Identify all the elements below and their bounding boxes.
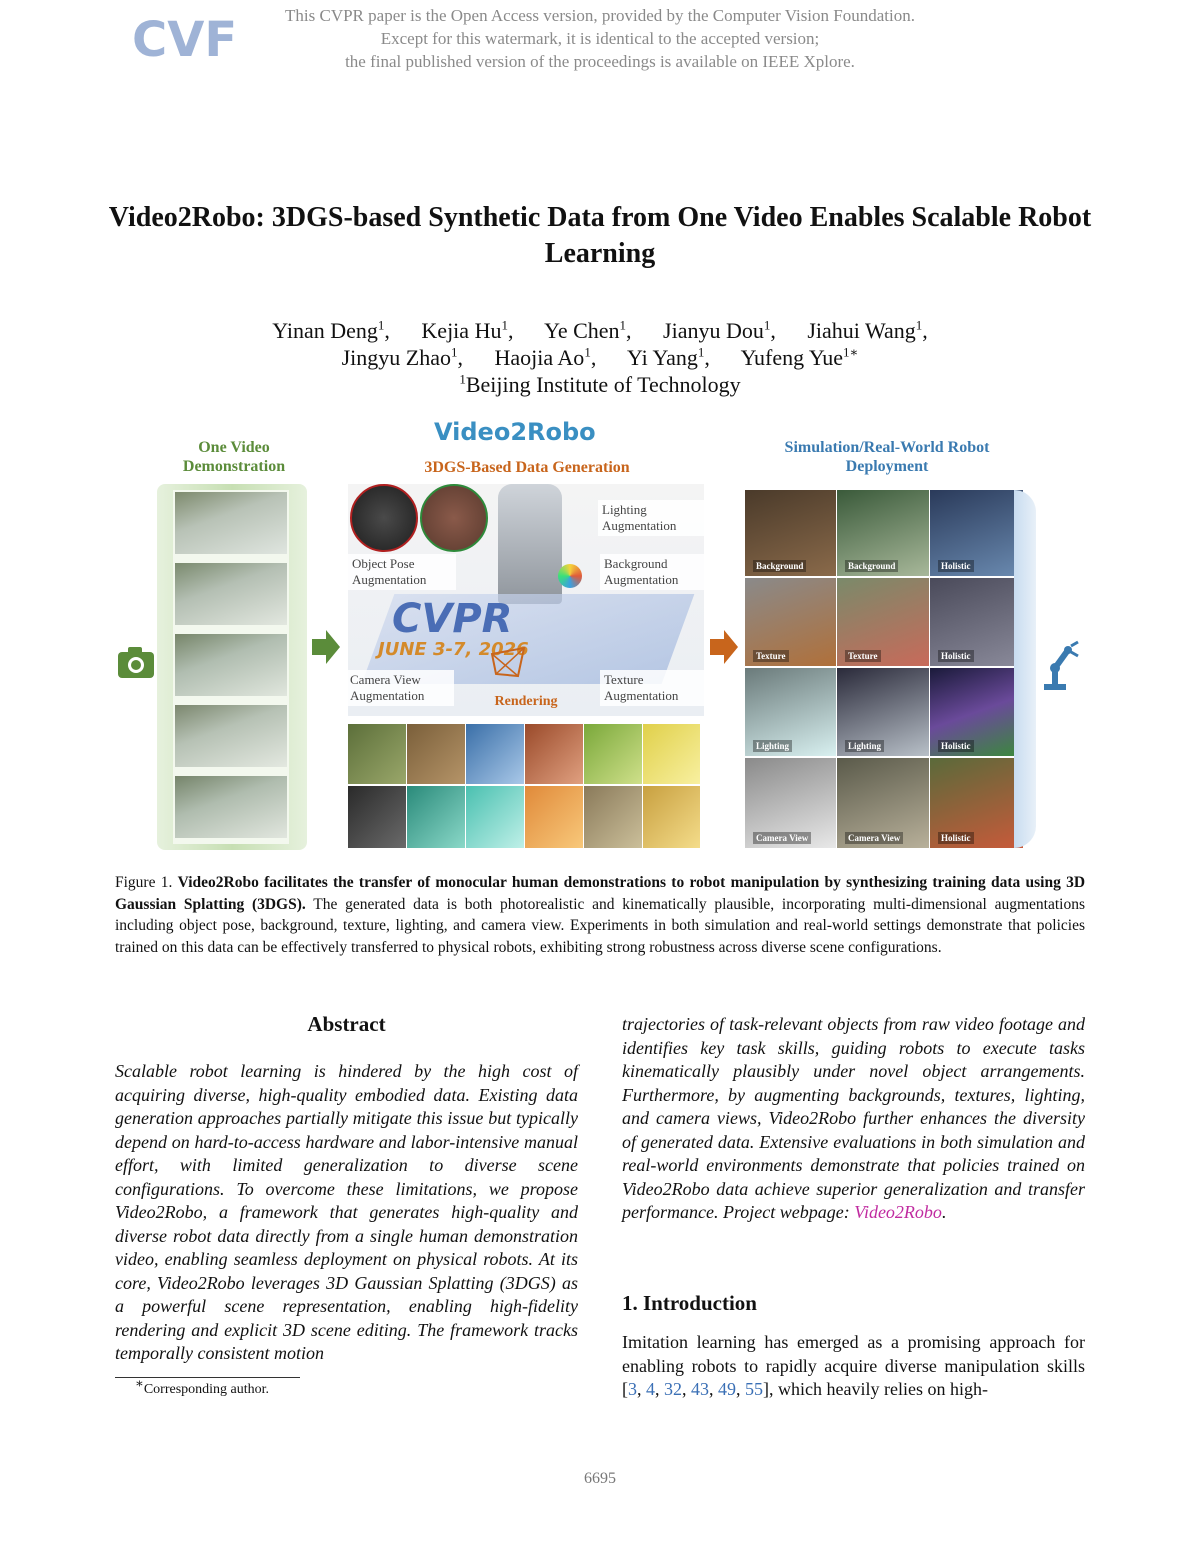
arrow-right-icon	[710, 630, 738, 664]
abstract-text-right: trajectories of task-relevant objects from raw video footage and identifies key task skills, guiding robots to execute tasks kinematically plausibly under novel object arrangements. Furthermore, by augmenting backgrounds, textures, lighting, and camera views, Video2Robo further enhances the diversity of generated data. Extensive evaluations in both simulation and real-world environments demonstrate that policies trained on Video2Robo data achieve superior generalization and transfer performance. Project webpage: Video2Robo.	[622, 1014, 1085, 1222]
abstract-heading: Abstract	[307, 1012, 386, 1036]
section-heading: 1. Introduction	[622, 1291, 757, 1315]
object-closeup-textured	[420, 484, 488, 552]
deployment-cell: Camera View	[745, 758, 836, 848]
deployment-cell: Holistic	[930, 668, 1023, 756]
author-line-2: Jingyu Zhao$^1$, Haojia Ao$^1$, Yi Yang$^1$, Yufeng Yue$^{1∗}$	[341, 344, 859, 370]
rendered-samples-grid	[348, 724, 700, 848]
footnote: ∗Corresponding author.	[135, 1375, 270, 1397]
center-panel-label: 3DGS-Based Data Generation	[424, 459, 630, 476]
abstract-text-left: Scalable robot learning is hindered by the high cost of acquiring diverse, high-quality embodied data. Existing data generation approaches partially mitigate this issue but typically depend on hard-to-access hardware and labor-intensive manual effort, with limited generalization to diverse scene configurations. To overcome these limitations, we propose Video2Robo, a framework that generates high-quality and diverse robot data directly from a single human demonstration video, enabling seamless deployment on physical robots. At its core, Video2Robo leverages 3D Gaussian Splatting (3DGS) as a powerful scene representation, enabling high-fidelity rendering and explicit 3D scene editing. The framework tracks temporally consistent motion	[115, 1061, 578, 1363]
left-panel-label: One Video Demonstration	[182, 439, 286, 475]
robot-arm	[498, 484, 562, 604]
video-frame	[175, 634, 287, 696]
author: Haojia Ao$^1$	[494, 344, 591, 370]
watermark-line: This CVPR paper is the Open Access version, provided by the Computer Vision Foundation.	[285, 6, 915, 25]
lighting-sphere	[558, 564, 582, 588]
watermark-line: Except for this watermark, it is identical to the accepted version;	[380, 29, 820, 48]
citation-link[interactable]: 43	[691, 1379, 709, 1399]
author: Jingyu Zhao$^1$	[341, 344, 458, 370]
video-frame	[175, 563, 287, 625]
video-frame	[175, 776, 287, 838]
figure-1	[112, 412, 1088, 852]
rendered-sample	[348, 786, 406, 848]
film-strip	[157, 484, 307, 850]
author: Yufeng Yue$^{1∗}$	[740, 344, 859, 370]
watermark-line: the final published version of the proceedings is available on IEEE Xplore.	[345, 52, 855, 71]
watermark-notice	[200, 4, 1000, 73]
citation-link[interactable]: 3	[628, 1379, 637, 1399]
project-webpage-link[interactable]: Video2Robo	[854, 1202, 942, 1222]
rendering-label: Rendering	[494, 694, 558, 709]
citation-link[interactable]: 32	[664, 1379, 682, 1399]
rendered-sample	[525, 724, 583, 784]
rendered-sample	[407, 724, 465, 784]
author: Yi Yang$^1$	[627, 344, 705, 370]
deployment-cell: Holistic	[930, 758, 1023, 848]
affiliation: $^1$Beijing Institute of Technology	[459, 371, 741, 397]
citation-link[interactable]: 55	[745, 1379, 763, 1399]
camera-view-aug-label: Camera View Augmentation	[346, 670, 454, 706]
object-pose-aug-label: Object Pose Augmentation	[348, 554, 456, 590]
rendered-sample	[584, 724, 642, 784]
author: Ye Chen$^1$	[544, 317, 627, 343]
rendered-sample	[643, 786, 700, 848]
author: Jianyu Dou$^1$	[663, 317, 771, 343]
rendered-sample	[348, 724, 406, 784]
banner-text: CVPR	[392, 596, 513, 642]
right-panel-label: Simulation/Real-World Robot Deployment	[784, 439, 990, 475]
author-line-1: Yinan Deng$^1$, Kejia Hu$^1$, Ye Chen$^1$, Jianyu Dou$^1$, Jiahui Wang$^1$,	[272, 317, 928, 343]
introduction-text: Imitation learning has emerged as a promising approach for enabling robots to rapidly acquire diverse manipulation skills [3, 4, 32, 43, 49, 55], which heavily relies on high-	[622, 1332, 1085, 1399]
rendered-sample	[466, 786, 524, 848]
author: Kejia Hu$^1$	[421, 317, 508, 343]
rendered-sample	[525, 786, 583, 848]
deployment-cell: Holistic	[930, 578, 1023, 666]
deployment-cell: Lighting	[745, 668, 836, 756]
citation-link[interactable]: 49	[718, 1379, 736, 1399]
camera-frustum-icon	[488, 644, 528, 680]
robot-arm-icon	[1038, 640, 1080, 692]
deployment-cell: Texture	[837, 578, 929, 666]
deployment-cell: Holistic	[930, 490, 1023, 576]
deployment-arc	[1014, 490, 1036, 848]
citation-link[interactable]: 4	[646, 1379, 655, 1399]
deployment-cell: Background	[837, 490, 929, 576]
banner-date: JUNE 3-7, 2026	[378, 639, 529, 660]
author: Jiahui Wang$^1$	[807, 317, 923, 343]
paper-title: Video2Robo: 3DGS-based Synthetic Data from One Video Enables Scalable Robot Learning	[108, 202, 1092, 269]
rendered-sample	[584, 786, 642, 848]
deployment-cell: Texture	[745, 578, 836, 666]
cvf-logo-text: CVF	[132, 12, 238, 68]
texture-aug-label: Texture Augmentation	[600, 670, 708, 706]
page-number: 6695	[584, 1470, 616, 1487]
rendered-sample	[407, 786, 465, 848]
deployment-grid	[745, 490, 1023, 848]
figure-caption: Figure 1. Video2Robo facilitates the transfer of monocular human demonstrations to robot manipulation by synthesizing training data using 3D Gaussian Splatting (3DGS). The generated data is both photorealistic and kinematically plausible, incorporating multi-dimensional augmentations including object pose, background, texture, lighting, and camera view. Experiments in both simulation and real-world settings demonstrate that policies trained on this data can be effectively transferred to physical robots, exhibiting strong robustness across diverse scene configurations.	[115, 874, 1086, 956]
author: Yinan Deng$^1$	[272, 317, 385, 343]
object-closeup-dark	[350, 484, 418, 552]
video2robo-logo: Video2Robo	[434, 418, 596, 446]
deployment-cell: Camera View	[837, 758, 929, 848]
deployment-cell: Background	[745, 490, 836, 576]
deployment-cell: Lighting	[837, 668, 929, 756]
rendered-sample	[643, 724, 700, 784]
background-aug-label: Background Augmentation	[600, 554, 708, 590]
video-frame	[175, 705, 287, 767]
camera-icon	[116, 646, 156, 680]
lighting-aug-label: Lighting Augmentation	[598, 500, 706, 536]
video-frame	[175, 492, 287, 554]
arrow-right-icon	[312, 630, 340, 664]
rendered-sample	[466, 724, 524, 784]
